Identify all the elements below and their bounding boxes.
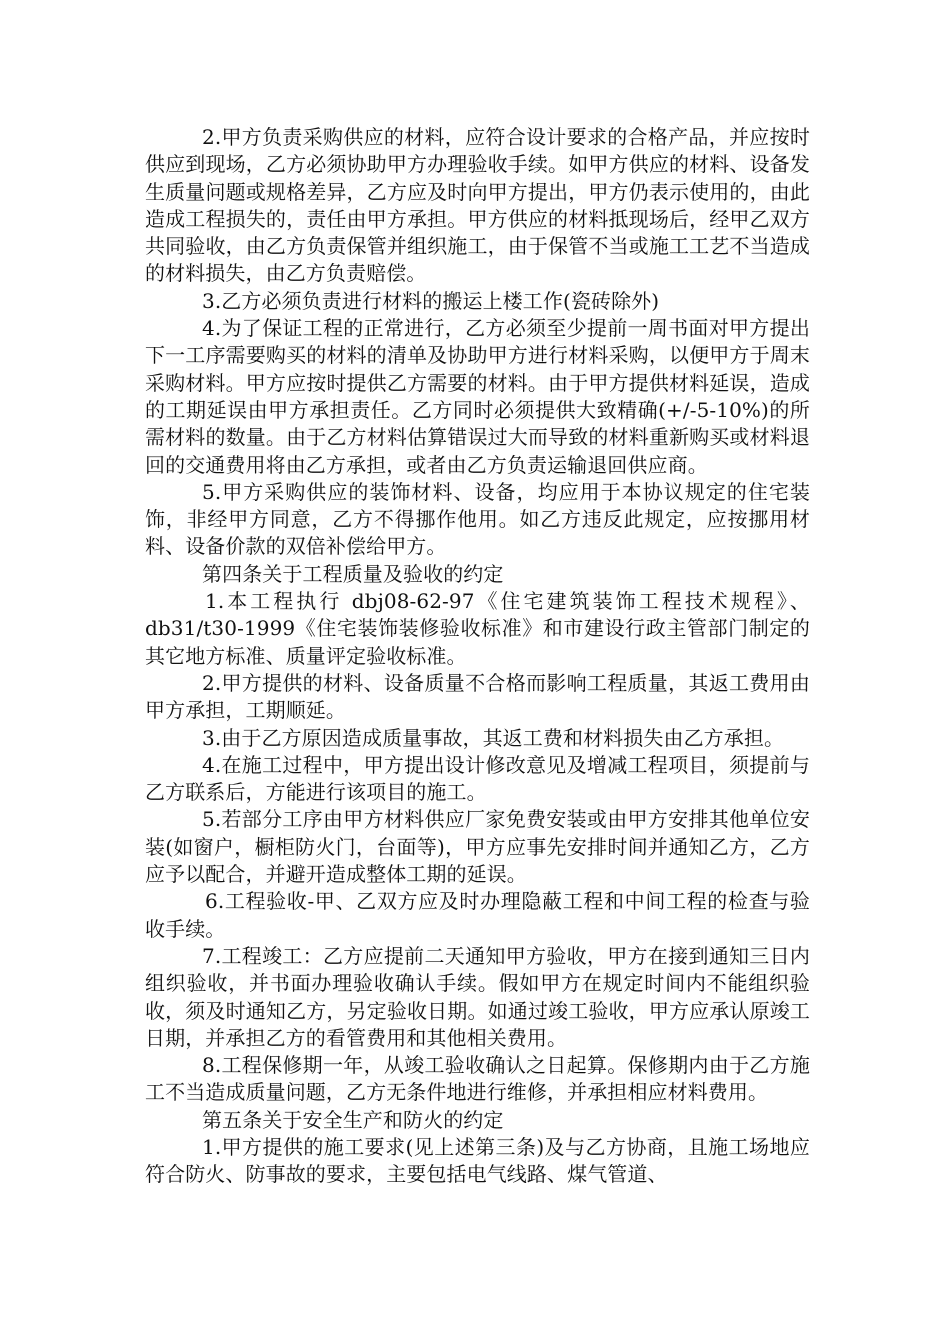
paragraph-warranty-8: 8.工程保修期一年，从竣工验收确认之日起算。保修期内由于乙方施工不当造成质量问题，乙方无条件地进行维修，并承担相应材料费用。: [145, 1053, 810, 1105]
paragraph-design-change-4: 4.在施工过程中，甲方提出设计修改意见及增减工程项目，须提前与乙方联系后，方能进行该项目的施工。: [145, 752, 810, 805]
document-page: [145, 124, 810, 1189]
paragraph-quality-standard-1: 1.本工程执行 dbj08-62-97《住宅建筑装饰工程技术规程》、db31/t30-1999《住宅装饰装修验收标准》和市建设行政主管部门制定的其它地方标准、质量评定验收标准。: [145, 589, 810, 668]
section-heading-article-5: 第五条关于安全生产和防火的约定: [202, 1107, 504, 1132]
section-heading-article-4: 第四条关于工程质量及验收的约定: [202, 561, 504, 586]
paragraph-safety-1: 1.甲方提供的施工要求(见上述第三条)及与乙方协商，且施工场地应符合防火、防事故的要求，主要包括电气线路、煤气管道、: [145, 1134, 810, 1187]
paragraph-third-party-install-5: 5.若部分工序由甲方材料供应厂家免费安装或由甲方安排其他单位安装(如窗户，橱柜防火门，台面等)，甲方应事先安排时间并通知乙方，乙方应予以配合，并避开造成整体工期的延误。: [145, 807, 810, 887]
paragraph-completion-7: 7.工程竣工：乙方应提前二天通知甲方验收，甲方在接到通知三日内组织验收，并书面办理验收确认手续。假如甲方在规定时间内不能组织验收，须及时通知乙方，另定验收日期。如通过竣工验收，甲方应承认原竣工日期，并承担乙方的看管费用和其他相关费用。: [145, 943, 810, 1050]
paragraph-material-use-5: 5.甲方采购供应的装饰材料、设备，均应用于本协议规定的住宅装饰，非经甲方同意，乙方不得挪作他用。如乙方违反此规定，应按挪用材料、设备价款的双倍补偿给甲方。: [145, 479, 810, 559]
paragraph-quality-material-2: 2.甲方提供的材料、设备质量不合格而影响工程质量，其返工费用由甲方承担，工期顺延。: [145, 670, 810, 723]
paragraph-material-supply-2: 2.甲方负责采购供应的材料，应符合设计要求的合格产品，并应按时供应到现场，乙方必须协助甲方办理验收手续。如甲方供应的材料、设备发生质量问题或规格差异，乙方应及时向甲方提出，甲方仍表示使用的，由此造成工程损失的，责任由甲方承担。甲方供应的材料抵现场后，经甲乙双方共同验收，由乙方负责保管并组织施工，由于保管不当或施工工艺不当造成的材料损失，由乙方负责赔偿。: [145, 125, 810, 286]
paragraph-quality-accident-3: 3.由于乙方原因造成质量事故，其返工费和材料损失由乙方承担。: [202, 725, 785, 750]
paragraph-material-carry-3: 3.乙方必须负责进行材料的搬运上楼工作(瓷砖除外): [202, 288, 660, 313]
paragraph-material-order-4: 4.为了保证工程的正常进行，乙方必须至少提前一周书面对甲方提出下一工序需要购买的材料的清单及协助甲方进行材料采购，以便甲方于周末采购材料。甲方应按时提供乙方需要的材料。由于甲方提供材料延误，造成的工期延误由甲方承担责任。乙方同时必须提供大致精确(+/-5-10%)的所需材料的数量。由于乙方材料估算错误过大而导致的材料重新购买或材料退回的交通费用将由乙方承担，或者由乙方负责运输退回供应商。: [145, 316, 810, 477]
paragraph-inspection-6: 6.工程验收-甲、乙双方应及时办理隐蔽工程和中间工程的检查与验收手续。: [145, 889, 810, 941]
